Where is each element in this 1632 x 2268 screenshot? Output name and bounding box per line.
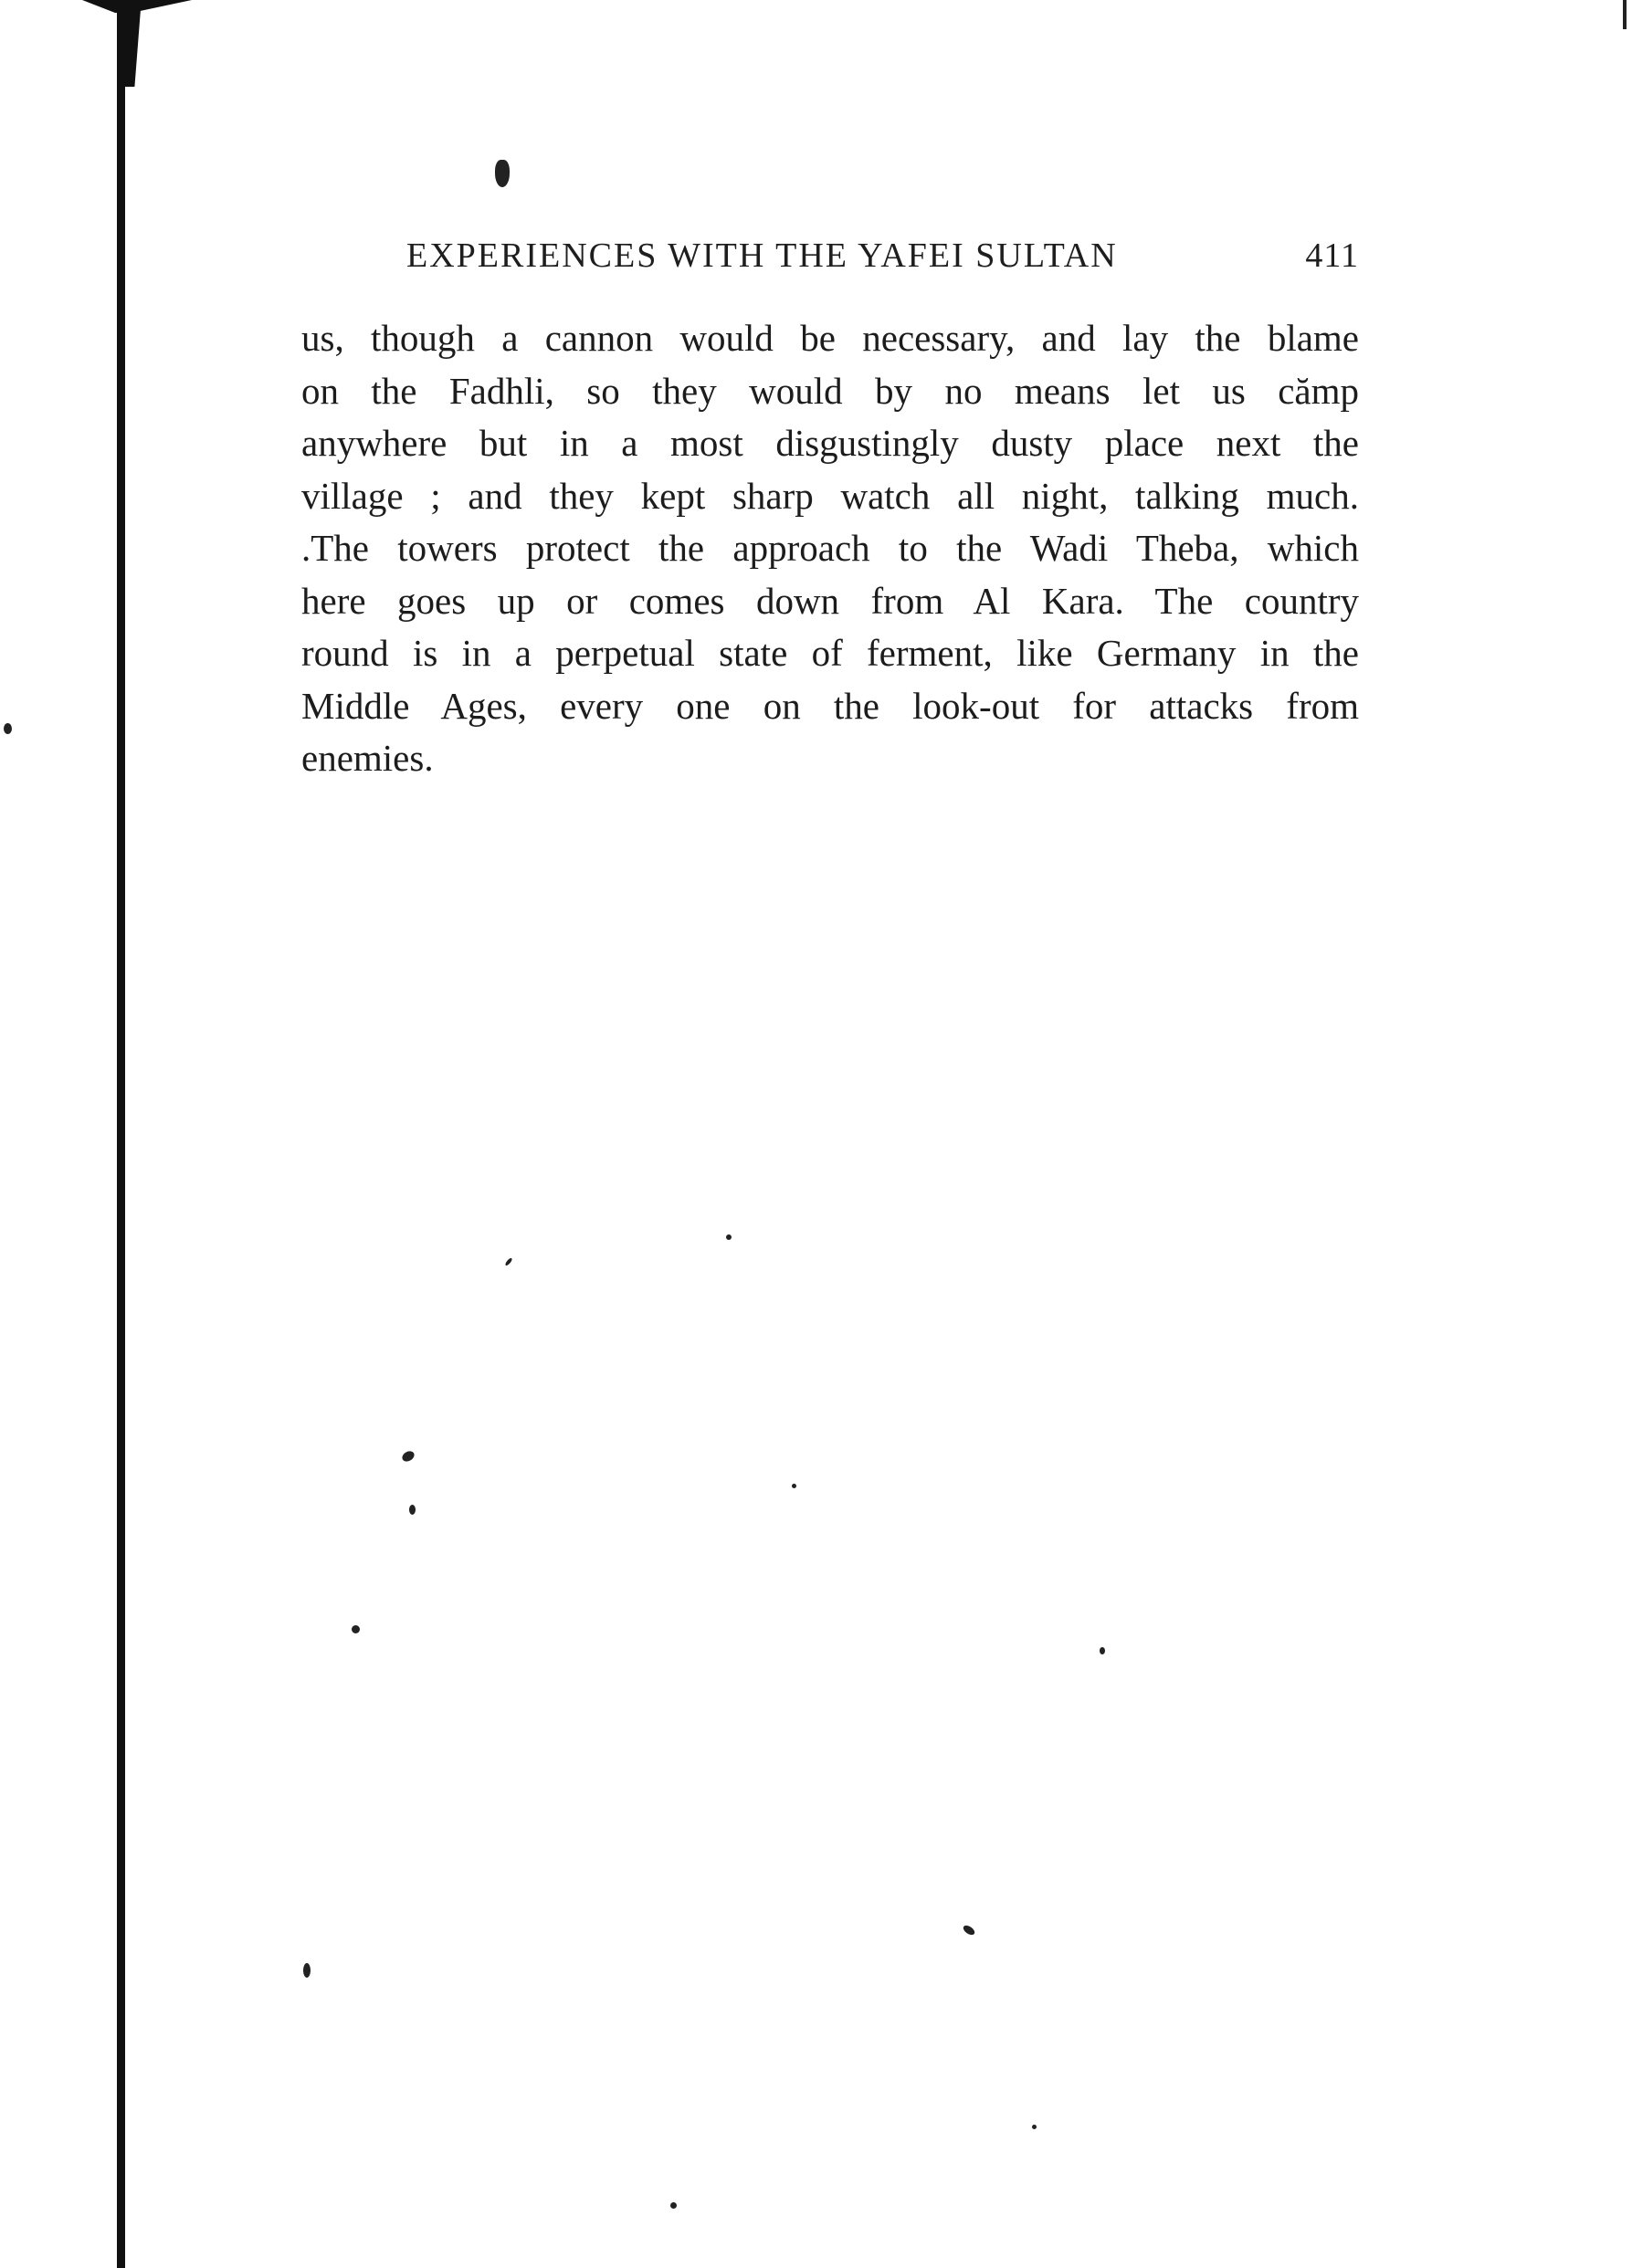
ink-speck [409, 1505, 416, 1515]
ink-speck [962, 1924, 976, 1937]
ink-speck [4, 723, 12, 734]
running-head-title: EXPERIENCES WITH THE YAFEI SULTAN [406, 236, 1118, 275]
text-line: here goes up or comes down from Al Kara. The country [301, 579, 1359, 622]
ink-speck [726, 1234, 732, 1240]
text-line: village ; and they kept sharp watch all night, talking much. [301, 474, 1359, 517]
ink-speck [504, 1257, 512, 1266]
binding-edge [117, 0, 125, 2268]
ink-speck [303, 1963, 311, 1978]
page-number: 411 [1305, 236, 1359, 275]
ink-speck [352, 1625, 360, 1633]
text-line: round is in a perpetual state of ferment, like Germany in the [301, 632, 1359, 674]
text-line: anywhere but in a most disgustingly dusty place next the [301, 422, 1359, 464]
text-line: on the Fadhli, so they would by no means let us cămp [301, 369, 1359, 412]
ink-speck [1100, 1647, 1105, 1654]
page-edge-mark [1623, 0, 1627, 29]
body-paragraph [301, 312, 1359, 785]
running-head [406, 236, 1359, 276]
ink-speck [495, 160, 510, 187]
ink-speck [1032, 2125, 1037, 2129]
ink-speck [400, 1449, 416, 1464]
ink-speck [792, 1484, 796, 1488]
text-line: Middle Ages, every one on the look-out for attacks from [301, 684, 1359, 727]
ink-speck [670, 2202, 677, 2209]
text-line: us, though a cannon would be necessary, and lay the blame [301, 317, 1359, 359]
text-line: enemies. [301, 737, 434, 779]
text-line: .The towers protect the approach to the Wadi Theba, which [301, 527, 1359, 569]
